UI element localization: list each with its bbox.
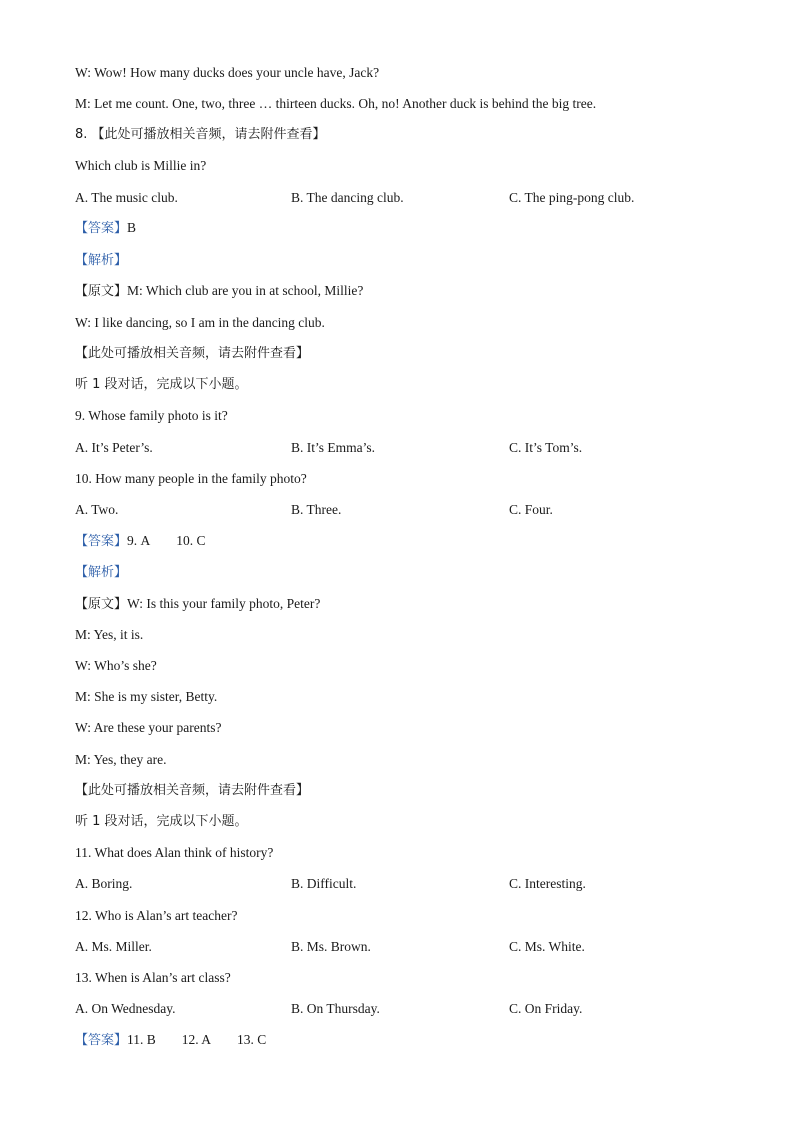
answer-tag: 【答案】 [75, 1033, 128, 1048]
option-b: B. On Thursday. [291, 1001, 380, 1016]
option-a: A. Boring. [75, 876, 133, 891]
option-c: C. The ping-pong club. [509, 190, 635, 205]
question-8-text: Which club is Millie in? [75, 158, 207, 173]
script-line: W: Are these your parents? [75, 720, 222, 735]
dialogue-line: M: Let me count. One, two, three … thirteen ducks. Oh, no! Another duck is behind the big tree. [75, 96, 597, 111]
script-line: W: Who’s she? [75, 658, 157, 673]
answer-tag: 【答案】 [75, 534, 128, 549]
option-b: B. The dancing club. [291, 190, 404, 205]
answer-value: 10. C [176, 533, 206, 548]
option-c: C. On Friday. [509, 1001, 583, 1016]
script-line: M: Which club are you in at school, Millie? [127, 283, 364, 298]
answer-line [75, 1031, 266, 1050]
original-tag: 【原文】 [75, 597, 128, 612]
answer-line [75, 532, 206, 551]
script-line: M: She is my sister, Betty. [75, 689, 218, 704]
question-13-text: 13. When is Alan’s art class? [75, 970, 231, 985]
audio-note: 【此处可播放相关音频，请去附件查看】 [75, 346, 310, 361]
option-a: A. On Wednesday. [75, 1001, 176, 1016]
option-b: B. It’s Emma’s. [291, 440, 375, 455]
question-10-text: 10. How many people in the family photo? [75, 471, 307, 486]
answer-value: B [127, 220, 137, 235]
audio-note: 【此处可播放相关音频，请去附件查看】 [75, 783, 310, 798]
answer-line [75, 219, 136, 238]
answer-value: 9. A [127, 533, 151, 548]
instruction: 听 1 段对话，完成以下小题。 [75, 377, 248, 392]
option-c: C. Four. [509, 502, 553, 517]
question-9-text: 9. Whose family photo is it? [75, 408, 228, 423]
script-line: M: Yes, it is. [75, 627, 144, 642]
option-c: C. Interesting. [509, 876, 586, 891]
answer-value: 13. C [237, 1032, 267, 1047]
option-c: C. Ms. White. [509, 939, 585, 954]
option-a: A. The music club. [75, 190, 178, 205]
original-line [75, 282, 363, 301]
option-a: A. It’s Peter’s. [75, 440, 153, 455]
original-tag: 【原文】 [75, 284, 128, 299]
option-a: A. Two. [75, 502, 119, 517]
option-b: B. Ms. Brown. [291, 939, 371, 954]
option-b: B. Three. [291, 502, 342, 517]
original-line [75, 595, 320, 614]
option-b: B. Difficult. [291, 876, 357, 891]
question-12-text: 12. Who is Alan’s art teacher? [75, 908, 238, 923]
question-11-text: 11. What does Alan think of history? [75, 845, 274, 860]
script-line: W: I like dancing, so I am in the dancing club. [75, 315, 325, 330]
script-line: W: Is this your family photo, Peter? [127, 596, 321, 611]
answer-value: 12. A [181, 1032, 212, 1047]
answer-tag: 【答案】 [75, 221, 128, 236]
analysis-line [75, 563, 127, 582]
question-8-header: 8. 【此处可播放相关音频，请去附件查看】 [75, 127, 326, 142]
option-c: C. It’s Tom’s. [509, 440, 583, 455]
analysis-tag: 【解析】 [75, 565, 128, 580]
dialogue-line: W: Wow! How many ducks does your uncle have, Jack? [75, 65, 380, 80]
analysis-line [75, 251, 127, 270]
instruction: 听 1 段对话，完成以下小题。 [75, 814, 248, 829]
analysis-tag: 【解析】 [75, 253, 128, 268]
option-a: A. Ms. Miller. [75, 939, 152, 954]
script-line: M: Yes, they are. [75, 752, 167, 767]
answer-value: 11. B [127, 1032, 156, 1047]
